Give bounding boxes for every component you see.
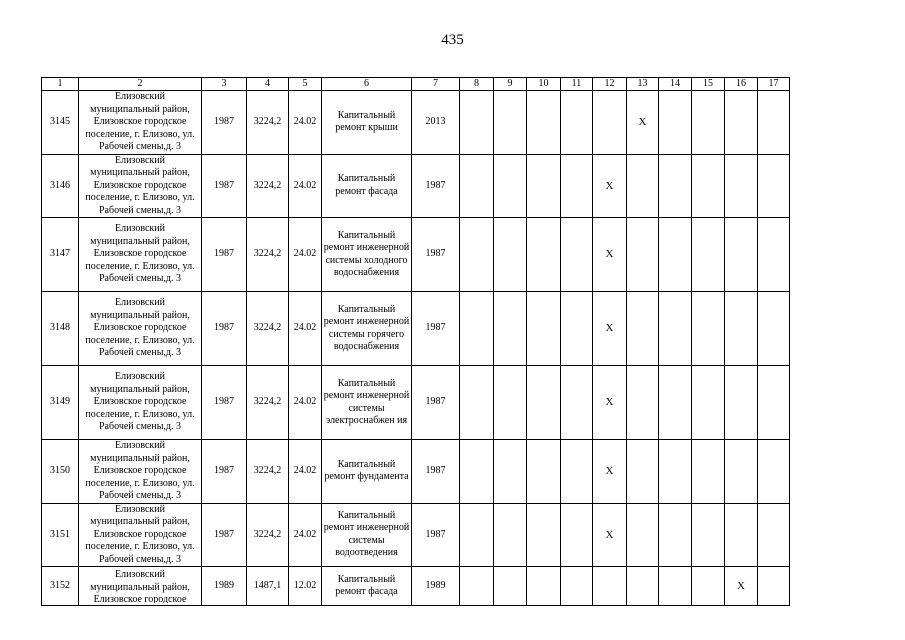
mark-cell-col-17	[758, 366, 790, 440]
row-number: 3149	[42, 366, 79, 440]
mark-cell-col-10	[527, 440, 561, 504]
table-header	[42, 78, 790, 91]
work-year-cell: 1987	[412, 366, 460, 440]
year-built-cell: 1987	[202, 218, 247, 292]
mark-cell-col-14	[659, 366, 692, 440]
mark-cell-col-10	[527, 567, 561, 606]
year-built-cell: 1987	[202, 366, 247, 440]
column-header-15: 15	[692, 78, 725, 91]
mark-cell-col-16	[725, 503, 758, 567]
row-number: 3147	[42, 218, 79, 292]
area-cell: 1487,1	[247, 567, 289, 606]
mark-cell-col-12: X	[593, 366, 627, 440]
work-type-cell: Капитальный ремонт инженерной системы водоотведения	[322, 503, 412, 567]
mark-cell-col-17	[758, 292, 790, 366]
year-built-cell: 1987	[202, 440, 247, 504]
col5-cell: 24.02	[289, 440, 322, 504]
address-cell: Елизовский муниципальный район, Елизовское городское поселение, г. Елизово, ул. Рабочей смены,д. 3	[79, 154, 202, 218]
mark-cell-col-14	[659, 503, 692, 567]
mark-cell-col-16	[725, 218, 758, 292]
work-type-cell: Капитальный ремонт фасада	[322, 154, 412, 218]
mark-cell-col-8	[460, 503, 494, 567]
col5-cell: 24.02	[289, 292, 322, 366]
work-year-cell: 1987	[412, 292, 460, 366]
address-cell: Елизовский муниципальный район, Елизовское городское поселение, г. Елизово, ул. Рабочей смены,д. 3	[79, 503, 202, 567]
mark-cell-col-14	[659, 567, 692, 606]
mark-cell-col-13	[627, 503, 659, 567]
year-built-cell: 1987	[202, 154, 247, 218]
row-number: 3145	[42, 91, 79, 155]
work-type-cell: Капитальный ремонт инженерной системы электроснабжен ия	[322, 366, 412, 440]
mark-cell-col-15	[692, 503, 725, 567]
year-built-cell: 1987	[202, 91, 247, 155]
column-header-2: 2	[79, 78, 202, 91]
area-cell: 3224,2	[247, 218, 289, 292]
mark-cell-col-16: X	[725, 567, 758, 606]
mark-cell-col-10	[527, 218, 561, 292]
mark-cell-col-15	[692, 292, 725, 366]
address-cell: Елизовский муниципальный район, Елизовское городское поселение, г. Елизово, ул. Рабочей смены,д. 3	[79, 218, 202, 292]
area-cell: 3224,2	[247, 91, 289, 155]
mark-cell-col-8	[460, 154, 494, 218]
work-year-cell: 1987	[412, 218, 460, 292]
mark-cell-col-8	[460, 567, 494, 606]
row-number: 3148	[42, 292, 79, 366]
area-cell: 3224,2	[247, 292, 289, 366]
table-row	[42, 292, 790, 366]
mark-cell-col-11	[561, 503, 593, 567]
mark-cell-col-17	[758, 154, 790, 218]
area-cell: 3224,2	[247, 366, 289, 440]
year-built-cell: 1987	[202, 503, 247, 567]
mark-cell-col-11	[561, 91, 593, 155]
mark-cell-col-15	[692, 440, 725, 504]
area-cell: 3224,2	[247, 440, 289, 504]
mark-cell-col-9	[494, 366, 527, 440]
column-header-9: 9	[494, 78, 527, 91]
column-header-11: 11	[561, 78, 593, 91]
col5-cell: 24.02	[289, 366, 322, 440]
mark-cell-col-17	[758, 567, 790, 606]
mark-cell-col-17	[758, 218, 790, 292]
mark-cell-col-15	[692, 154, 725, 218]
mark-cell-col-9	[494, 567, 527, 606]
mark-cell-col-11	[561, 366, 593, 440]
work-year-cell: 2013	[412, 91, 460, 155]
mark-cell-col-12: X	[593, 503, 627, 567]
table-row	[42, 366, 790, 440]
mark-cell-col-15	[692, 218, 725, 292]
mark-cell-col-10	[527, 154, 561, 218]
work-year-cell: 1987	[412, 440, 460, 504]
column-header-16: 16	[725, 78, 758, 91]
area-cell: 3224,2	[247, 154, 289, 218]
mark-cell-col-12: X	[593, 292, 627, 366]
address-cell: Елизовский муниципальный район, Елизовское городское поселение, г. Елизово, ул. Рабочей смены,д. 3	[79, 440, 202, 504]
col5-cell: 24.02	[289, 218, 322, 292]
mark-cell-col-8	[460, 91, 494, 155]
column-header-5: 5	[289, 78, 322, 91]
column-header-17: 17	[758, 78, 790, 91]
mark-cell-col-9	[494, 91, 527, 155]
column-header-12: 12	[593, 78, 627, 91]
mark-cell-col-8	[460, 218, 494, 292]
mark-cell-col-10	[527, 503, 561, 567]
row-number: 3146	[42, 154, 79, 218]
mark-cell-col-10	[527, 292, 561, 366]
work-year-cell: 1987	[412, 154, 460, 218]
table-row	[42, 567, 790, 606]
area-cell: 3224,2	[247, 503, 289, 567]
mark-cell-col-17	[758, 440, 790, 504]
mark-cell-col-17	[758, 91, 790, 155]
mark-cell-col-11	[561, 567, 593, 606]
mark-cell-col-11	[561, 292, 593, 366]
col5-cell: 24.02	[289, 91, 322, 155]
mark-cell-col-16	[725, 91, 758, 155]
column-header-4: 4	[247, 78, 289, 91]
mark-cell-col-15	[692, 366, 725, 440]
address-cell: Елизовский муниципальный район, Елизовское городское поселение, г. Елизово, ул. Рабочей смены,д. 3	[79, 366, 202, 440]
mark-cell-col-11	[561, 218, 593, 292]
mark-cell-col-16	[725, 440, 758, 504]
address-cell: Елизовский муниципальный район, Елизовское городское	[79, 567, 202, 606]
mark-cell-col-9	[494, 440, 527, 504]
mark-cell-col-9	[494, 503, 527, 567]
mark-cell-col-16	[725, 366, 758, 440]
table-row	[42, 154, 790, 218]
address-cell: Елизовский муниципальный район, Елизовское городское поселение, г. Елизово, ул. Рабочей смены,д. 3	[79, 91, 202, 155]
mark-cell-col-13	[627, 440, 659, 504]
mark-cell-col-8	[460, 440, 494, 504]
address-cell: Елизовский муниципальный район, Елизовское городское поселение, г. Елизово, ул. Рабочей смены,д. 3	[79, 292, 202, 366]
mark-cell-col-14	[659, 154, 692, 218]
register-table	[41, 77, 790, 606]
mark-cell-col-13	[627, 366, 659, 440]
mark-cell-col-9	[494, 154, 527, 218]
mark-cell-col-13: X	[627, 91, 659, 155]
table-row	[42, 440, 790, 504]
work-type-cell: Капитальный ремонт инженерной системы холодного водоснабжения	[322, 218, 412, 292]
column-header-7: 7	[412, 78, 460, 91]
mark-cell-col-13	[627, 567, 659, 606]
mark-cell-col-12: X	[593, 440, 627, 504]
work-year-cell: 1987	[412, 503, 460, 567]
table-row	[42, 218, 790, 292]
mark-cell-col-8	[460, 366, 494, 440]
column-header-14: 14	[659, 78, 692, 91]
mark-cell-col-15	[692, 567, 725, 606]
table-row	[42, 91, 790, 155]
work-type-cell: Капитальный ремонт инженерной системы горячего водоснабжения	[322, 292, 412, 366]
work-type-cell: Капитальный ремонт фасада	[322, 567, 412, 606]
mark-cell-col-14	[659, 440, 692, 504]
mark-cell-col-8	[460, 292, 494, 366]
work-year-cell: 1989	[412, 567, 460, 606]
column-header-6: 6	[322, 78, 412, 91]
col5-cell: 24.02	[289, 154, 322, 218]
column-header-10: 10	[527, 78, 561, 91]
mark-cell-col-9	[494, 218, 527, 292]
work-type-cell: Капитальный ремонт фундамента	[322, 440, 412, 504]
mark-cell-col-14	[659, 91, 692, 155]
mark-cell-col-10	[527, 366, 561, 440]
table-row	[42, 503, 790, 567]
mark-cell-col-15	[692, 91, 725, 155]
mark-cell-col-9	[494, 292, 527, 366]
year-built-cell: 1989	[202, 567, 247, 606]
mark-cell-col-13	[627, 292, 659, 366]
mark-cell-col-14	[659, 218, 692, 292]
row-number: 3152	[42, 567, 79, 606]
column-header-1: 1	[42, 78, 79, 91]
mark-cell-col-16	[725, 154, 758, 218]
mark-cell-col-12	[593, 91, 627, 155]
column-header-8: 8	[460, 78, 494, 91]
mark-cell-col-10	[527, 91, 561, 155]
year-built-cell: 1987	[202, 292, 247, 366]
row-number: 3151	[42, 503, 79, 567]
column-header-13: 13	[627, 78, 659, 91]
table-body	[42, 91, 790, 606]
mark-cell-col-13	[627, 154, 659, 218]
work-type-cell: Капитальный ремонт крыши	[322, 91, 412, 155]
mark-cell-col-12: X	[593, 154, 627, 218]
mark-cell-col-12: X	[593, 218, 627, 292]
mark-cell-col-11	[561, 154, 593, 218]
row-number: 3150	[42, 440, 79, 504]
mark-cell-col-14	[659, 292, 692, 366]
column-header-3: 3	[202, 78, 247, 91]
mark-cell-col-11	[561, 440, 593, 504]
col5-cell: 12.02	[289, 567, 322, 606]
page-number: 435	[441, 32, 464, 48]
mark-cell-col-13	[627, 218, 659, 292]
mark-cell-col-12	[593, 567, 627, 606]
mark-cell-col-17	[758, 503, 790, 567]
col5-cell: 24.02	[289, 503, 322, 567]
mark-cell-col-16	[725, 292, 758, 366]
